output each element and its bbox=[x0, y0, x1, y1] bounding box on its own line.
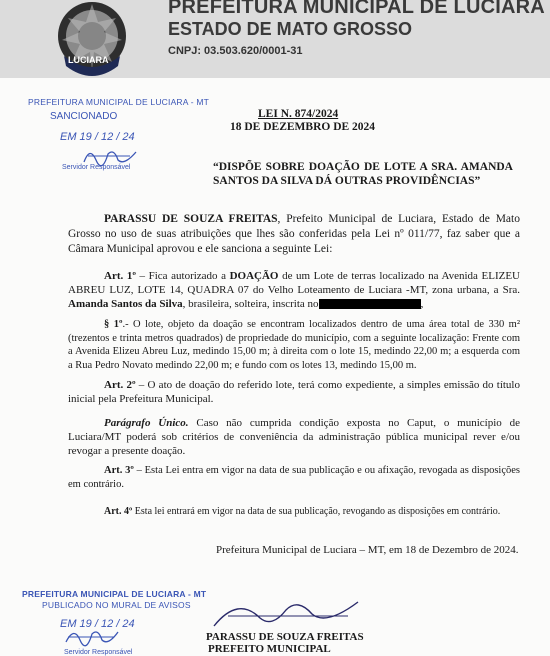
signatory-name: PARASSU DE SOUZA FREITAS bbox=[206, 631, 364, 643]
article-2 bbox=[68, 378, 520, 406]
stamp-top-line1: PREFEITURA MUNICIPAL DE LUCIARA - MT bbox=[28, 97, 210, 107]
stamp-bottom-line1: PREFEITURA MUNICIPAL DE LUCIARA - MT bbox=[22, 589, 207, 599]
stamp-bottom-signature bbox=[62, 626, 122, 648]
law-number: LEI N. 874/2024 bbox=[258, 108, 339, 120]
article-4-text: Esta lei entrará em vigor na data de sua publicação, revogando as disposições em contrário. bbox=[132, 506, 501, 517]
article-1-text-b: de um Lote de terras localizado na Avenida ELIZEU ABREU LUZ, LOTE 14, QUADRA 07 do Velho Loteamento de Luciara -MT, zona urbana, a Sra. bbox=[68, 270, 520, 296]
article-4 bbox=[68, 505, 520, 519]
stamp-bottom-date: EM 19 / 12 / 24 bbox=[60, 618, 135, 630]
paragraph-1 bbox=[68, 318, 520, 372]
article-1-text-a: – Fica autorizado a bbox=[135, 270, 230, 282]
mayor-name: PARASSU DE SOUZA FREITAS bbox=[104, 213, 278, 225]
city-coat-of-arms-logo bbox=[56, 0, 128, 86]
signatory-role: PREFEITO MUNICIPAL bbox=[208, 643, 331, 655]
intro-paragraph bbox=[68, 212, 520, 257]
article-1-beneficiary: Amanda Santos da Silva bbox=[68, 298, 183, 310]
article-4-label: Art. 4º bbox=[104, 506, 133, 517]
logo-caption bbox=[68, 55, 109, 65]
article-1-bold: DOAÇÃO bbox=[229, 270, 279, 282]
law-summary: “DISPÕE SOBRE DOAÇÃO DE LOTE A SRA. AMANDA SANTOS DA SILVA DÁ OUTRAS PROVIDÊNCIAS” bbox=[213, 161, 513, 187]
article-1-text-c: , brasileira, solteira, inscrita no bbox=[182, 298, 319, 310]
sole-paragraph-text: Caso não cumprida condição exposta no Caput, o município de Luciara/MT poderá sob critérios de conveniência da administração pública municipal rever e/ou revogar a presente doação. bbox=[68, 417, 520, 457]
paragraph-1-text: .- O lote, objeto da doação se encontram localizados dentro de uma área total de 330 m² (trezentos e trinta metros quadrados) de propriedade do município, com a seguinte localização: Frente com a Avenida Elizeu Abreu Luz, medindo 15,00 m; à direita com o lote 15, medindo 22,00 m; a esquerda com a Rua Pedro Novato medindo 22,00 m; e fundo com os lotes 13, medindo 15,00 m. bbox=[68, 319, 520, 371]
header-cnpj: CNPJ: 03.503.620/0001-31 bbox=[168, 45, 303, 57]
article-3-text: – Esta Lei entra em vigor na data de sua publicação e ou afixação, revogada as disposições em contrário. bbox=[68, 465, 520, 490]
sole-paragraph bbox=[68, 416, 520, 458]
article-1-label: Art. 1º bbox=[104, 270, 136, 282]
article-2-text: – O ato de doação do referido lote, terá como expediente, a simples emissão do título inicial pela Prefeitura Municipal. bbox=[68, 379, 520, 405]
logo-text: LUCIARA bbox=[68, 55, 109, 65]
article-1-comma: , bbox=[420, 298, 424, 310]
article-2-label: Art. 2º bbox=[104, 379, 136, 391]
law-date: 18 DE DEZEMBRO DE 2024 bbox=[230, 121, 376, 133]
redaction-bar bbox=[319, 299, 421, 309]
stamp-top-status: SANCIONADO bbox=[50, 111, 118, 122]
stamp-bottom-footer: Servidor Responsável bbox=[64, 649, 133, 656]
stamp-bottom-status: PUBLICADO NO MURAL DE AVISOS bbox=[42, 600, 191, 610]
closing-place-date: Prefeitura Municipal de Luciara – MT, em 18 de Dezembro de 2024. bbox=[216, 544, 519, 556]
stamp-top-date: EM 19 / 12 / 24 bbox=[60, 131, 135, 143]
intro-text: , Prefeito Municipal de Luciara, Estado de Mato Grosso no uso de suas atribuições que lhes são conferidas pela Lei nº 011/77, faz saber que a Câmara Municipal aprovou e ele sanciona a seguinte Lei: bbox=[68, 213, 520, 255]
article-3-label: Art. 3º bbox=[104, 465, 134, 476]
article-3 bbox=[68, 464, 520, 492]
stamp-top-footer: Servidor Responsável bbox=[62, 164, 131, 171]
header-title: PREFEITURA MUNICIPAL DE LUCIARA bbox=[168, 0, 545, 18]
article-1 bbox=[68, 269, 520, 311]
letterhead bbox=[0, 0, 550, 78]
sole-paragraph-label: Parágrafo Único. bbox=[104, 417, 189, 429]
paragraph-1-label: § 1º bbox=[104, 319, 123, 330]
mayor-signature bbox=[208, 592, 368, 632]
header-subtitle: ESTADO DE MATO GROSSO bbox=[168, 19, 413, 39]
